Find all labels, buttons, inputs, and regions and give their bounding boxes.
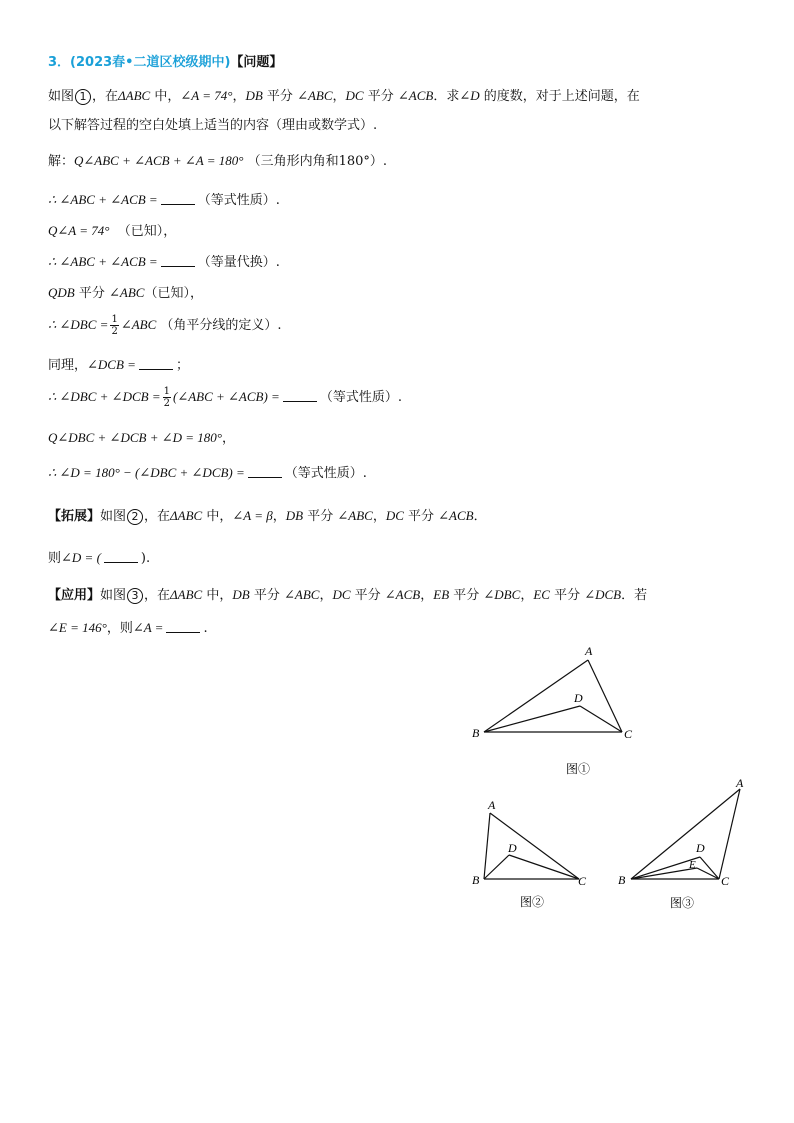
text: ， [332, 89, 346, 104]
label-d: D [696, 841, 705, 855]
text: 如图 [100, 588, 127, 603]
text: （已知）， [144, 286, 203, 301]
solution-line-3 [48, 223, 176, 240]
math: ∠DBC [483, 587, 521, 602]
text: 中， [150, 89, 181, 104]
denominator: 2 [163, 398, 170, 409]
label-e: E [689, 859, 696, 871]
math: EC [533, 587, 550, 602]
text: 平分 [403, 509, 439, 524]
math: ∠ACB [397, 88, 434, 103]
label-c: C [721, 874, 730, 888]
text: 则 [48, 551, 62, 566]
text: 解： [48, 154, 75, 169]
text: ). [140, 551, 151, 566]
solution-line-5 [48, 285, 203, 302]
segment-ac [490, 813, 579, 879]
solution-line-1 [48, 153, 387, 170]
math: DB [232, 587, 250, 602]
math: Q∠A = 74° [48, 223, 110, 238]
text: 的度数，对于上述问题，在 [479, 89, 640, 104]
text: ，在 [144, 509, 171, 524]
solution-line-4 [48, 254, 280, 271]
label-d: D [508, 841, 517, 855]
text: ， [420, 588, 434, 603]
text: 如图 [100, 509, 127, 524]
figure-2-ref: 2 [127, 509, 143, 525]
answer-blank[interactable] [248, 465, 282, 478]
text: ， [232, 89, 246, 104]
figure-3-caption: 图③ [670, 896, 695, 910]
segment-dc [509, 855, 579, 879]
text: ，在 [144, 588, 171, 603]
label-a: A [585, 644, 593, 658]
math: ∠ABC [283, 587, 320, 602]
figure-2-caption: 图② [520, 895, 545, 909]
math: ΔABC [170, 587, 203, 602]
segment-ab [631, 789, 740, 879]
solution-line-7 [48, 357, 189, 374]
math: ∴ ∠ABC + ∠ACB = [48, 192, 158, 207]
segment-ab [484, 660, 588, 732]
figure-1 [466, 640, 646, 780]
math: ∠DCB = [87, 357, 136, 372]
problem-tag: 【问题】 [230, 55, 283, 70]
text: 同理， [48, 358, 88, 373]
label-b: B [618, 873, 626, 887]
solution-line-6 [48, 314, 282, 337]
math: (∠ABC + ∠ACB) = [172, 389, 280, 404]
text: （等式性质）. [319, 390, 402, 405]
text: ， [221, 431, 235, 446]
math: DC [332, 587, 351, 602]
application-line-2 [48, 620, 208, 637]
label-c: C [578, 874, 587, 888]
math: ∠E = 146° [48, 620, 107, 635]
text: . [203, 621, 208, 636]
answer-blank[interactable] [166, 620, 200, 633]
label-a: A [736, 776, 744, 790]
math: ΔABC [170, 508, 203, 523]
text: 平分 [249, 588, 284, 603]
figure-2 [466, 795, 601, 915]
math: ∠ABC [297, 88, 333, 103]
text: ，在 [92, 89, 119, 104]
figure-3-ref: 3 [127, 588, 143, 604]
math: ∠ACB [384, 587, 421, 602]
text: ； [175, 358, 189, 373]
fraction-half [163, 386, 171, 409]
text: （等量代换）. [197, 255, 280, 270]
text: 平分 [74, 286, 109, 301]
label-c: C [624, 727, 633, 741]
segment-bd [484, 855, 509, 879]
label-a: A [488, 798, 496, 812]
problem-source: (2023春•二道区校级期中) [70, 55, 231, 70]
text: （已知）， [117, 224, 177, 239]
text: ， [272, 509, 286, 524]
math: DB [285, 508, 304, 523]
math: EB [433, 587, 450, 602]
math: ∴ ∠DBC = [48, 317, 109, 332]
answer-blank[interactable] [161, 192, 195, 205]
solution-line-9 [48, 430, 235, 447]
segment-ec [697, 868, 719, 879]
math: ∠A = β [232, 508, 273, 523]
text: 平分 [449, 588, 484, 603]
text: 中， [202, 588, 233, 603]
answer-blank[interactable] [283, 389, 317, 402]
math: ∠D = ( [61, 550, 101, 565]
math: QDB [48, 285, 75, 300]
math: ∴ ∠DBC + ∠DCB = [48, 389, 161, 404]
extension-line-2 [48, 550, 150, 567]
math: DC [385, 508, 404, 523]
text: 如图 [48, 89, 75, 104]
segment-ab [484, 813, 490, 879]
text: （等式性质）. [284, 466, 367, 481]
math: ∠DCB [584, 587, 622, 602]
answer-blank[interactable] [139, 357, 173, 370]
math: Q∠DBC + ∠DCB + ∠D = 180° [48, 430, 222, 445]
label-b: B [472, 873, 480, 887]
figure-3 [612, 772, 762, 917]
label-b: B [472, 726, 480, 740]
segment-dc [700, 857, 719, 879]
text: 平分 [549, 588, 585, 603]
math: ∠ABC [120, 317, 157, 332]
math: ∴ ∠ABC + ∠ACB = [48, 254, 158, 269]
figure-1-caption: 图① [566, 762, 591, 776]
problem-number: 3． [48, 55, 71, 70]
text: ， [319, 588, 333, 603]
text: 平分 [262, 89, 298, 104]
text: 平分 [363, 89, 398, 104]
math: ∴ ∠D = 180° − (∠DBC + ∠DCB) = [48, 465, 245, 480]
label-d: D [574, 691, 583, 705]
math: ∠D [459, 88, 480, 103]
segment-bd [484, 706, 580, 732]
problem-heading [48, 55, 282, 71]
figure-1-ref: 1 [75, 89, 91, 105]
problem-line-2: 以下解答过程的空白处填上适当的内容（理由或数学式）. [48, 118, 378, 133]
math: ∠A = 74° [180, 88, 233, 103]
text: ，则 [106, 621, 133, 636]
text: ．求 [433, 89, 460, 104]
fraction-half [110, 314, 118, 337]
application-line-1 [48, 587, 647, 604]
math: ∠A = [132, 620, 164, 635]
solution-line-10 [48, 465, 367, 482]
math: Q∠ABC + ∠ACB + ∠A = 180° [74, 153, 244, 168]
text: 中， [202, 509, 233, 524]
math: ∠ABC [108, 285, 145, 300]
solution-line-2 [48, 192, 280, 209]
text: ， [372, 509, 386, 524]
text: （等式性质）. [197, 193, 280, 208]
math: ∠ACB [438, 508, 474, 523]
text: ．若 [621, 588, 648, 603]
text: ． [473, 509, 487, 524]
segment-be [631, 868, 697, 879]
denominator: 2 [111, 326, 118, 337]
math: ΔABC [118, 88, 151, 103]
problem-line-1 [48, 88, 640, 105]
extension-line-1 [48, 508, 487, 525]
math: ∠ABC [337, 508, 373, 523]
answer-blank[interactable] [104, 550, 138, 563]
solution-line-8 [48, 386, 402, 409]
text: 平分 [303, 509, 338, 524]
numerator: 1 [111, 314, 118, 325]
text: ， [520, 588, 534, 603]
answer-blank[interactable] [161, 254, 195, 267]
text: 平分 [350, 588, 385, 603]
text: （三角形内角和180°）. [247, 154, 388, 169]
extension-tag: 【拓展】 [48, 509, 101, 524]
text: （角平分线的定义）. [160, 318, 282, 333]
math: DC [345, 88, 364, 103]
numerator: 1 [163, 386, 170, 397]
segment-ac [719, 789, 740, 879]
math: DB [245, 88, 263, 103]
application-tag: 【应用】 [48, 588, 101, 603]
